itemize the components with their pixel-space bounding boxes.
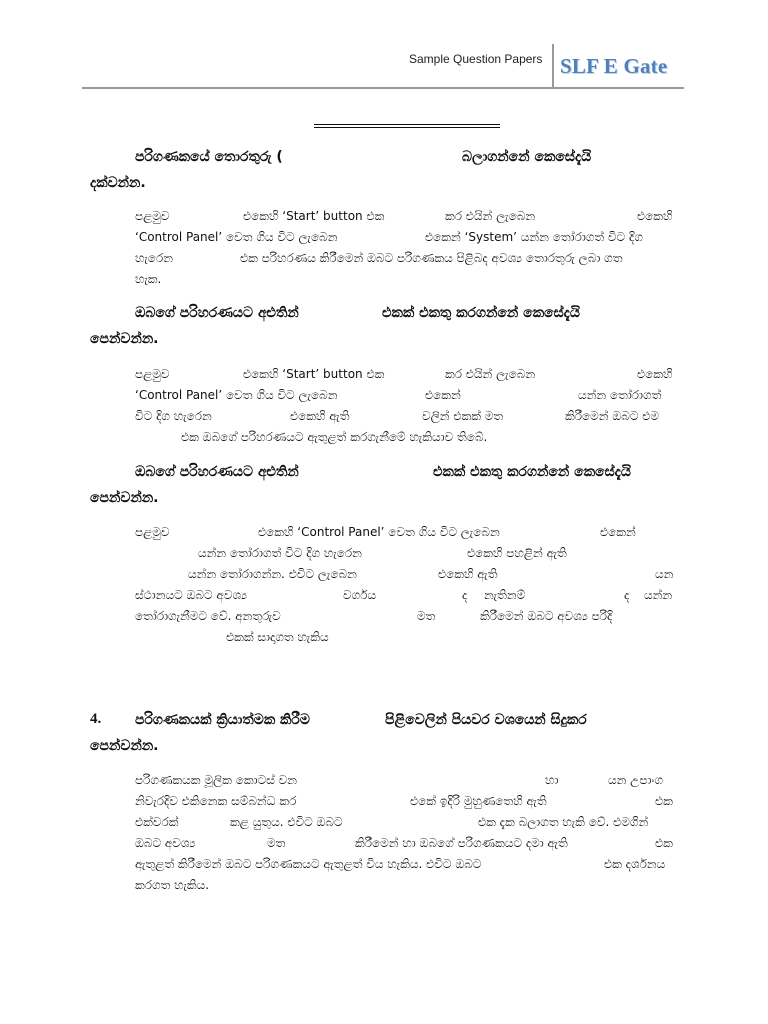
q1-title-a: පරිගණකයේ තොරතුරු (	[135, 149, 283, 165]
a3-line5-a: තෝරාගැනීමට වේ. අනතුරුව	[135, 609, 281, 623]
a3-line4-a: ස්ථානයට ඔබට අවශ්‍ය	[135, 588, 247, 602]
a1-line1-d: එකෙහි	[637, 209, 673, 223]
q1-title-c: දක්වන්න.	[90, 175, 146, 191]
q4-number: 4.	[90, 711, 102, 727]
a3-line1-c: එකෙන්	[600, 525, 636, 539]
a4-line6: කරගත හැකිය.	[135, 878, 210, 892]
a4-line5-b: එක දර්ශනය	[604, 857, 666, 871]
a4-line4-d: එක	[655, 836, 673, 850]
a2-line1-c: කර එයින් ලැබෙන	[445, 367, 536, 381]
q2-title-b: එකක් එකතු කරගන්නේ කෙසේදැයි	[382, 305, 580, 321]
q3-title-a: ඔබගේ පරිහරණයට අළුතින්	[135, 464, 299, 480]
a3-line4-f: යන්න	[644, 588, 673, 602]
a3-line4-d: නැතිනම්	[484, 588, 526, 602]
a2-line3-b: එකෙහි ඇති	[290, 409, 350, 423]
a3-line1-a: පළමුව	[135, 525, 170, 539]
a3-line2-b: එකෙහි පහළින් ඇති	[467, 546, 567, 560]
a1-line2-a: ‘Control Panel’ වෙත ගිය විට ලැබෙන	[135, 230, 338, 244]
q4-title-a: පරිගණකයක් ක්‍රියාත්මක කිරීම	[135, 712, 310, 728]
a3-line4-b: වර්ගය	[343, 588, 377, 602]
a1-line4: හැක.	[135, 272, 162, 286]
header-divider	[552, 44, 554, 88]
q2-title-a: ඔබගේ පරිහරණයට අළුතින්	[135, 305, 299, 321]
a3-line1-b: එකෙහි ‘Control Panel’ වෙත ගිය විට ලැබෙන	[258, 525, 500, 539]
a2-line3-c: වලින් එකක් මත	[422, 409, 504, 423]
a2-line1-b: එකෙහි ‘Start’ button එක	[243, 367, 385, 381]
a2-line3-d: කිරීමෙන් ඔබට එම	[565, 409, 660, 423]
a4-line4-b: මත	[267, 836, 286, 850]
a4-line1-a: පරිගණකයක මූලික කොටස් වන	[135, 773, 298, 787]
a3-line2-a: යන්න තෝරාගත් විට දිග හැරෙන	[198, 546, 362, 560]
title-rule-top	[314, 124, 500, 125]
a1-line3-a: හැරෙන	[135, 251, 173, 265]
q4-title-b: පිළිවෙලින් පියවර වශයෙන් සිදුකර	[385, 712, 587, 728]
header-title: Sample Question Papers	[409, 52, 543, 66]
a4-line4-a: ඔබට අවශ්‍ය	[135, 836, 196, 850]
title-rule-bottom	[314, 127, 500, 128]
a2-line2-a: ‘Control Panel’ වෙත ගිය විට ලැබෙන	[135, 388, 338, 402]
a1-line3-b: එක පරිහරණය කිරීමෙන් ඔබට පරිගණකය පිළිබද අවශ්‍ය තොරතුරු ලබා ගත	[240, 251, 623, 265]
a1-line1-c: කර එයින් ලැබෙන	[445, 209, 536, 223]
a3-line3-b: එකෙහි ඇති	[438, 567, 498, 581]
a3-line5-c: කිරීමෙන් ඔබට අවශ්‍ය පරිදි	[480, 609, 613, 623]
a4-line1-c: යන උපාංග	[608, 773, 664, 787]
a2-line2-c: යන්න තෝරාගත්	[578, 388, 662, 402]
a3-line5-b: මත	[417, 609, 436, 623]
a4-line3-b: කළ යුතුය. එවිට ඔබට	[230, 815, 343, 829]
header-rule	[82, 87, 684, 89]
a4-line3-c: එක දැක බලාගත හැකි වේ. එමගින්	[478, 815, 649, 829]
a4-line2-b: එකේ ඉදිරි මුහුණතෙහි ඇති	[410, 794, 547, 808]
a4-line2-a: නිවැරදිව එකිනෙක සම්බන්ධ කර	[135, 794, 297, 808]
a2-line2-b: එකෙන්	[425, 388, 461, 402]
a4-line2-c: එක	[655, 794, 673, 808]
a4-line3-a: එක්වරක්	[135, 815, 179, 829]
a2-line1-d: එකෙහි	[637, 367, 673, 381]
a1-line1-b: එකෙහි ‘Start’ button එක	[243, 209, 385, 223]
a3-line4-c: ද	[462, 588, 468, 602]
a3-line3-c: යන	[655, 567, 674, 581]
a3-line3-a: යන්න තෝරාගන්න. එවිට ලැබෙන	[188, 567, 357, 581]
a4-line4-c: කිරීමෙන් හා ඔබගේ පරිගණකයට දමා ඇති	[355, 836, 568, 850]
a3-line4-e: ද	[624, 588, 630, 602]
header-logo: SLF E Gate	[560, 54, 668, 78]
q3-title-c: පෙන්වන්න.	[90, 490, 159, 506]
q2-title-c: පෙන්වන්න.	[90, 331, 159, 347]
a1-line1-a: පළමුව	[135, 209, 170, 223]
a2-line3-a: විට දිග හැරෙන	[135, 409, 212, 423]
a4-line1-b: හා	[545, 773, 559, 787]
a2-line1-a: පළමුව	[135, 367, 170, 381]
a2-line4: එක ඔබගේ පරිහරණයට ඇතුළත් කරගැනීමේ හැකියාව තිබේ.	[181, 430, 488, 444]
a3-line6: එකක් සාදාගත හැකිය	[226, 630, 329, 644]
q1-title-b: බලාගන්නේ කෙසේදැයි	[462, 149, 592, 165]
q4-title-c: පෙන්වන්න.	[90, 738, 159, 754]
a1-line2-b: එකෙන් ‘System’ යන්න තෝරාගත් විට දිග	[425, 230, 643, 244]
a4-line5-a: ඇතුළත් කිරීමෙන් ඔබට පරිගණකයට ඇතුළත් විය හැකිය. එවිට ඔබට	[135, 857, 482, 871]
q3-title-b: එකක් එකතු කරගන්නේ කෙසේදැයි	[433, 464, 631, 480]
